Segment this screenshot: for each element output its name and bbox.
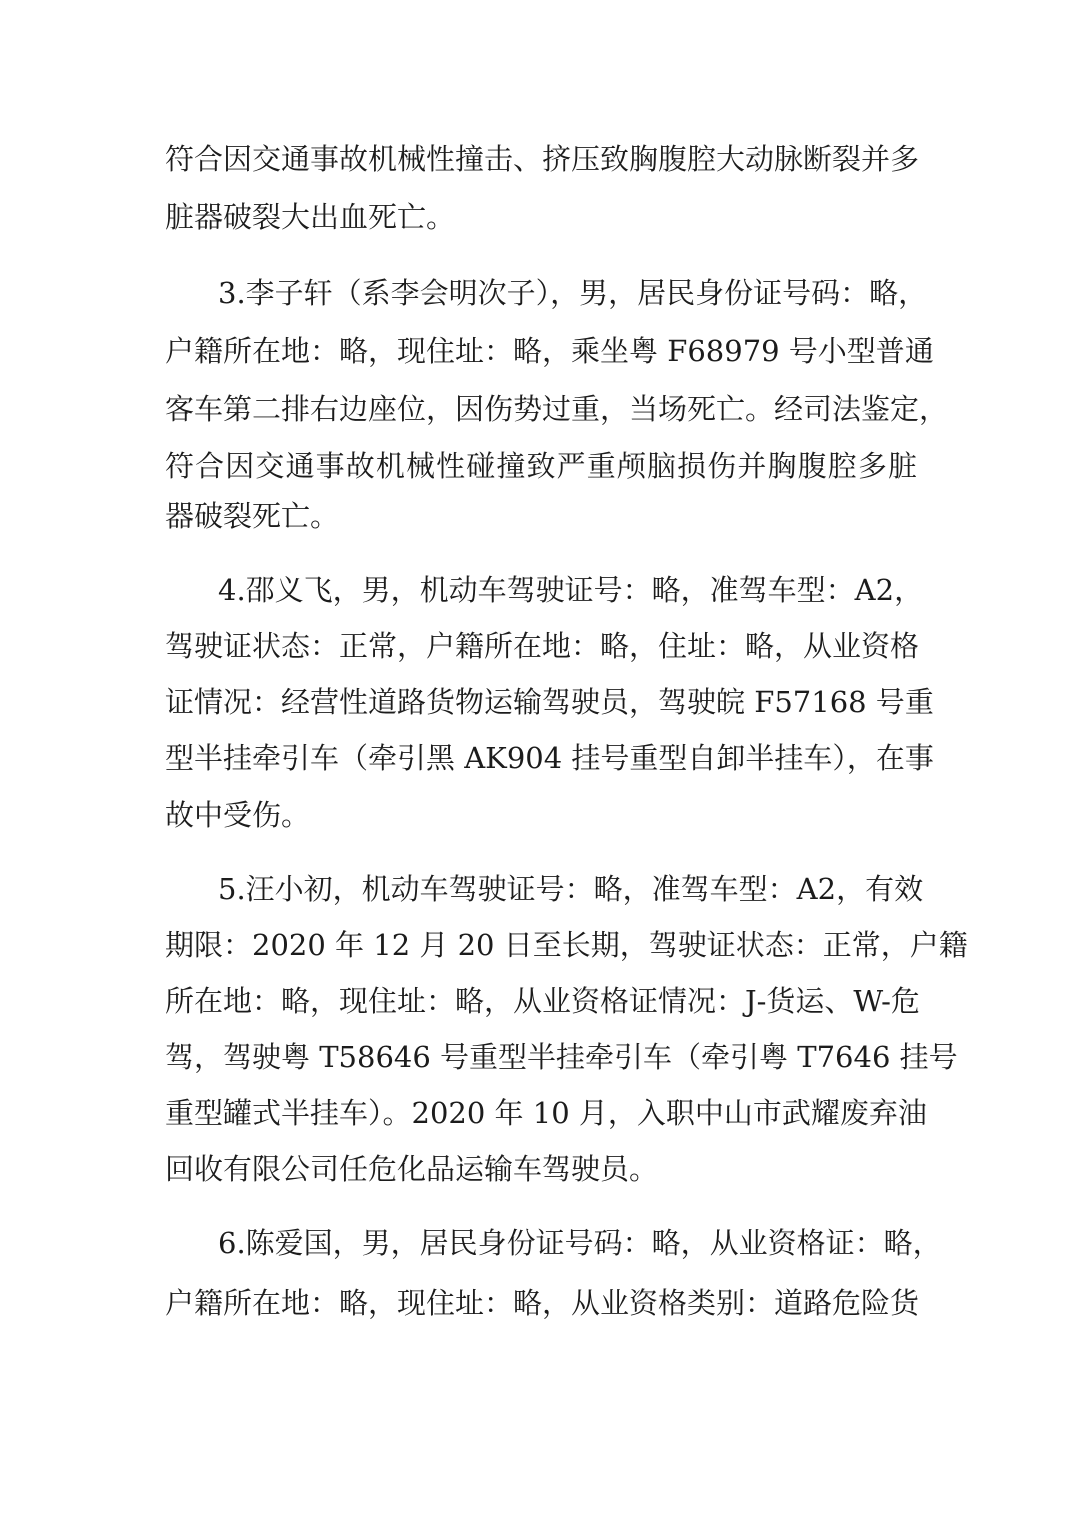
paragraph-line: 型半挂牵引车（牵引黑 AK904 挂号重型自卸半挂车），在事 xyxy=(165,741,934,775)
paragraph-line: 脏器破裂大出血死亡。 xyxy=(165,200,456,234)
paragraph-line: 器破裂死亡。 xyxy=(165,499,340,533)
paragraph-line: 6.陈爱国，男，居民身份证号码：略，从业资格证：略， xyxy=(218,1226,942,1260)
paragraph-line: 驾，驾驶粤 T58646 号重型半挂牵引车（牵引粤 T7646 挂号 xyxy=(165,1040,958,1074)
paragraph-line: 户籍所在地：略，现住址：略，乘坐粤 F68979 号小型普通 xyxy=(165,334,934,368)
paragraph-line: 符合因交通事故机械性撞击、挤压致胸腹腔大动脉断裂并多 xyxy=(165,142,920,176)
paragraph-line: 4.邵义飞，男，机动车驾驶证号：略，准驾车型：A2， xyxy=(218,573,924,607)
paragraph-line: 符合因交通事故机械性碰撞致严重颅脑损伤并胸腹腔多脏 xyxy=(165,449,917,483)
paragraph-line: 故中受伤。 xyxy=(165,798,311,832)
paragraph-line: 回收有限公司任危化品运输车驾驶员。 xyxy=(165,1152,659,1186)
paragraph-line: 证情况：经营性道路货物运输驾驶员，驾驶皖 F57168 号重 xyxy=(165,685,934,719)
paragraph-line: 户籍所在地：略，现住址：略，从业资格类别：道路危险货 xyxy=(165,1286,920,1320)
paragraph-line: 驾驶证状态：正常，户籍所在地：略，住址：略，从业资格 xyxy=(165,629,920,663)
paragraph-line: 客车第二排右边座位，因伤势过重，当场死亡。经司法鉴定， xyxy=(165,392,949,426)
paragraph-line: 5.汪小初，机动车驾驶证号：略，准驾车型：A2，有效 xyxy=(218,872,924,906)
paragraph-line: 所在地：略，现住址：略，从业资格证情况：J-货运、W-危 xyxy=(165,984,920,1018)
paragraph-line: 重型罐式半挂车）。2020 年 10 月，入职中山市武耀废弃油 xyxy=(165,1096,927,1130)
paragraph-line: 3.李子轩（系李会明次子），男，居民身份证号码：略， xyxy=(218,276,928,310)
paragraph-line: 期限：2020 年 12 月 20 日至长期，驾驶证状态：正常，户籍 xyxy=(165,928,968,962)
